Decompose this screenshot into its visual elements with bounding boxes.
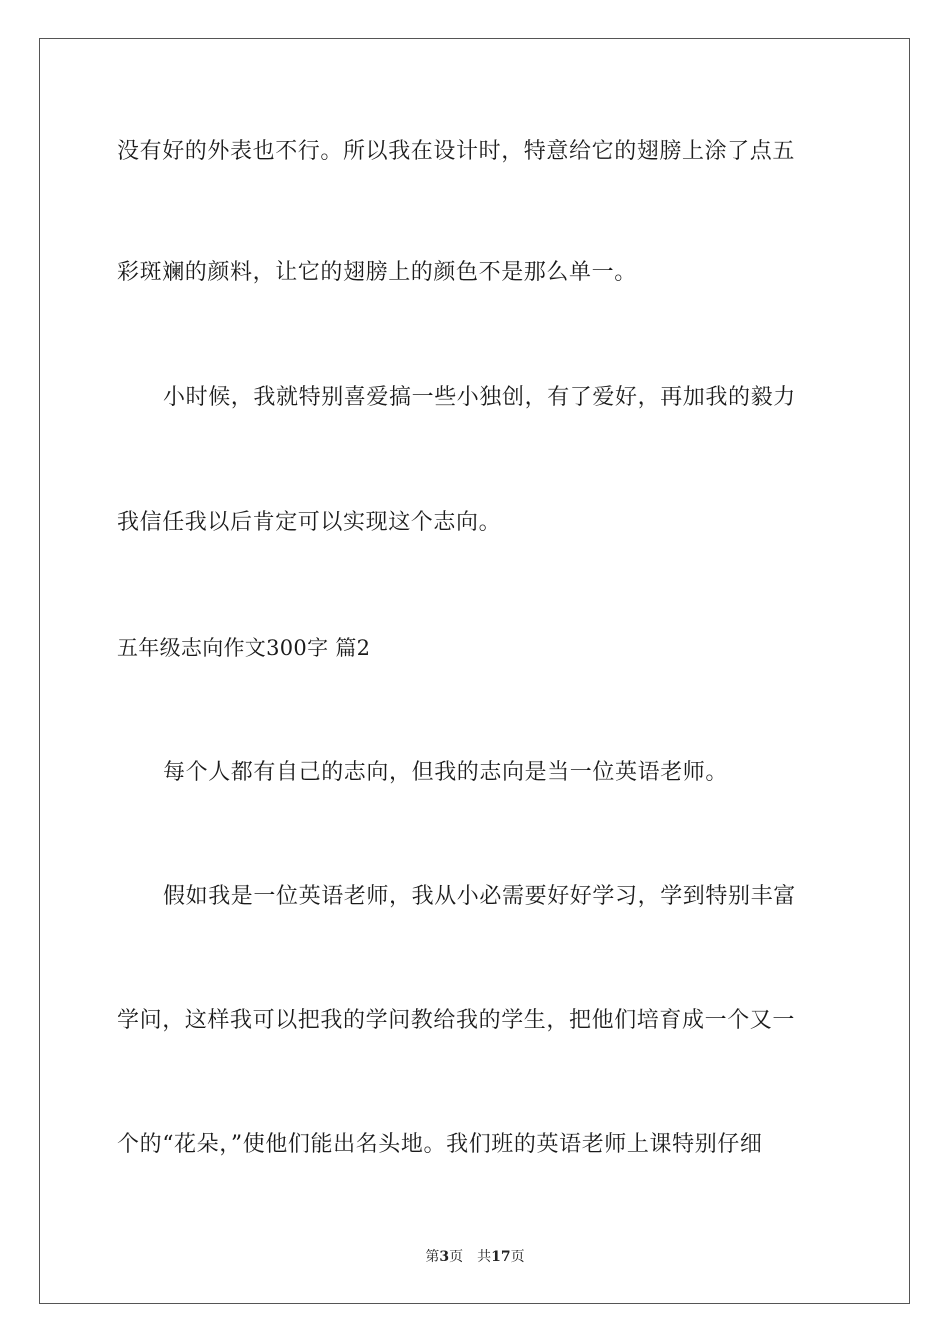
- paragraph-line-6: 每个人都有自己的志向，但我的志向是当一位英语老师。: [163, 760, 729, 785]
- body-text-line-9: 个的“花朵，”使他们能出名头地。我们班的英语老师上课特别仔细: [117, 1132, 763, 1157]
- body-text-line-1: 没有好的外表也不行。所以我在设计时，特意给它的翅膀上涂了点五: [117, 139, 796, 164]
- total-pages: 17: [491, 1249, 511, 1265]
- page-border: [39, 38, 910, 1304]
- page-prefix: 第: [425, 1249, 440, 1265]
- body-text-line-4: 我信任我以后肯定可以实现这个志向。: [117, 510, 502, 535]
- page-number: 3: [439, 1249, 450, 1265]
- total-suffix: 页: [510, 1249, 525, 1265]
- paragraph-line-7: 假如我是一位英语老师，我从小必需要好好学习，学到特别丰富: [163, 884, 796, 909]
- total-prefix: 共: [477, 1249, 492, 1265]
- section-heading: 五年级志向作文300字 篇2: [117, 636, 371, 660]
- page-footer: [0, 1247, 950, 1267]
- body-text-line-2: 彩斑斓的颜料，让它的翅膀上的颜色不是那么单一。: [117, 260, 637, 285]
- body-text-line-8: 学问，这样我可以把我的学问教给我的学生，把他们培育成一个又一: [117, 1008, 796, 1033]
- page-suffix: 页: [449, 1249, 464, 1265]
- paragraph-line-3: 小时候，我就特别喜爱搞一些小独创，有了爱好，再加我的毅力: [163, 385, 796, 410]
